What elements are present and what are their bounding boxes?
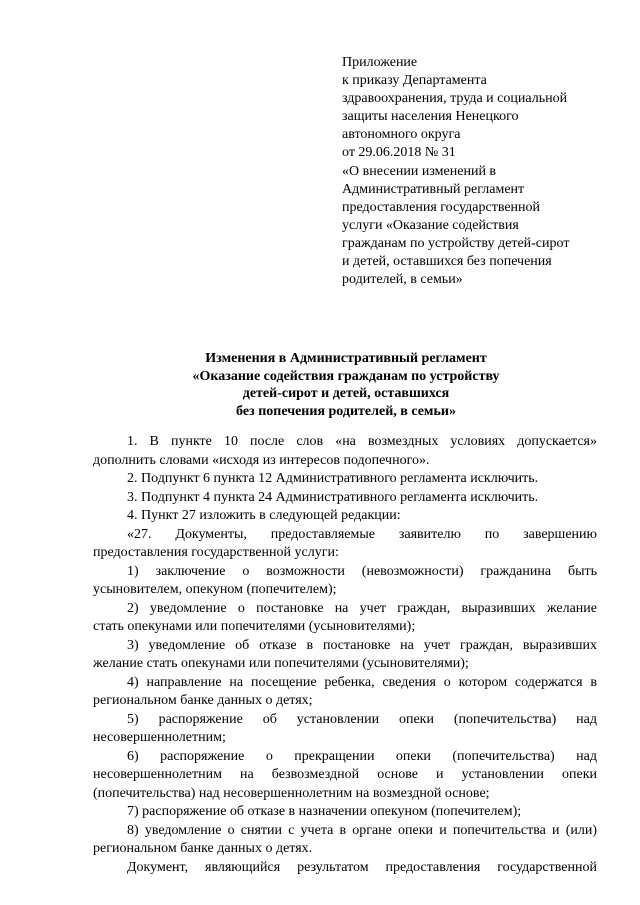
appendix-line: здравоохранения, труда и социальной [342,91,568,107]
text-line: Документ, являющийся результатом предоставления государственной [127,859,597,875]
text-line: желание стать опекунами или попечителями (усыновителями); [93,656,469,671]
paragraph-1 [93,433,597,470]
title-line: детей-сирот и детей, оставшихся [242,386,450,401]
text-line: 4) направление на посещение ребенка, сведения о котором содержатся в [127,674,597,690]
text-line: 6) распоряжение о прекращении опеки (попечительства) над [127,748,597,764]
paragraph-4 [93,507,597,526]
text-line: усыновителем, опекуном (попечителем); [93,582,337,597]
document-body [93,433,597,877]
appendix-line: и детей, оставшихся без попечения [342,254,552,270]
text-line: (попечительства) над несовершеннолетним на возмездной основе; [93,785,490,801]
text-line: 4. Пункт 27 изложить в следующей редакции: [127,508,401,523]
appendix-line: Административный регламент [342,181,525,197]
text-line: предоставления государственной услуги: [93,545,339,560]
list-item-1 [93,563,597,600]
appendix-line: предоставления государственной [342,199,541,215]
list-item-8 [93,822,597,859]
document-title [96,350,596,420]
list-item-2 [93,600,597,637]
appendix-line: Приложение [342,55,418,70]
list-item-4 [93,674,597,711]
title-line: «Оказание содействия гражданам по устройству [192,368,500,384]
text-line: 2) уведомление о постановке на учет граждан, выразивших желание [127,600,597,616]
title-line: без попечения родителей, в семьи» [236,403,456,419]
text-line: 3) уведомление об отказе в постановке на учет граждан, выразивших [127,637,597,653]
title-line: Изменения в Административный регламент [205,351,487,366]
text-line: региональном банке данных о детях. [93,841,313,856]
text-line: несовершеннолетним на безвозмездной основе и установлении опеки [93,767,597,782]
text-line: 3. Подпункт 4 пункта 24 Административного регламента исключить. [127,489,539,505]
text-line: дополнить словами «исходя из интересов подопечного». [93,452,430,468]
text-line: 8) уведомление о снятии с учета в органе опеки и попечительства и (или) [127,822,597,838]
appendix-line: к приказу Департамента [342,73,487,89]
appendix-line: от 29.06.2018 № 31 [342,145,456,161]
text-line: 1) заключение о возможности (невозможности) гражданина быть [127,563,597,579]
text-line: 2. Подпункт 6 пункта 12 Административного регламента исключить. [127,471,539,486]
paragraph-2 [93,470,597,489]
appendix-header [342,54,612,289]
paragraph-27 [93,526,597,563]
paragraph-result [93,859,597,878]
list-item-3 [93,637,597,674]
text-line: 1. В пункте 10 после слов «на возмездных условиях допускается» [127,434,597,449]
text-line: 7) распоряжение об отказе в назначении опекуном (попечителем); [127,804,522,819]
appendix-line: гражданам по устройству детей-сирот [342,235,570,251]
text-line: несовершеннолетним; [93,730,226,745]
paragraph-3 [93,489,597,508]
appendix-line: родителей, в семьи» [342,272,463,288]
appendix-line: услуги «Оказание содействия [342,217,519,233]
list-item-6 [93,748,597,804]
appendix-line: автономного округа [342,127,461,143]
text-line: 5) распоряжение об установлении опеки (попечительства) над [127,711,597,727]
list-item-7 [93,803,597,822]
appendix-line: «О внесении изменений в [342,163,497,179]
text-line: стать опекунами или попечителями (усыновителями); [93,619,416,634]
text-line: «27. Документы, предоставляемые заявителю по завершению [127,526,597,542]
text-line: региональном банке данных о детях; [93,693,313,708]
list-item-5 [93,711,597,748]
appendix-line: защиты населения Ненецкого [342,109,519,125]
